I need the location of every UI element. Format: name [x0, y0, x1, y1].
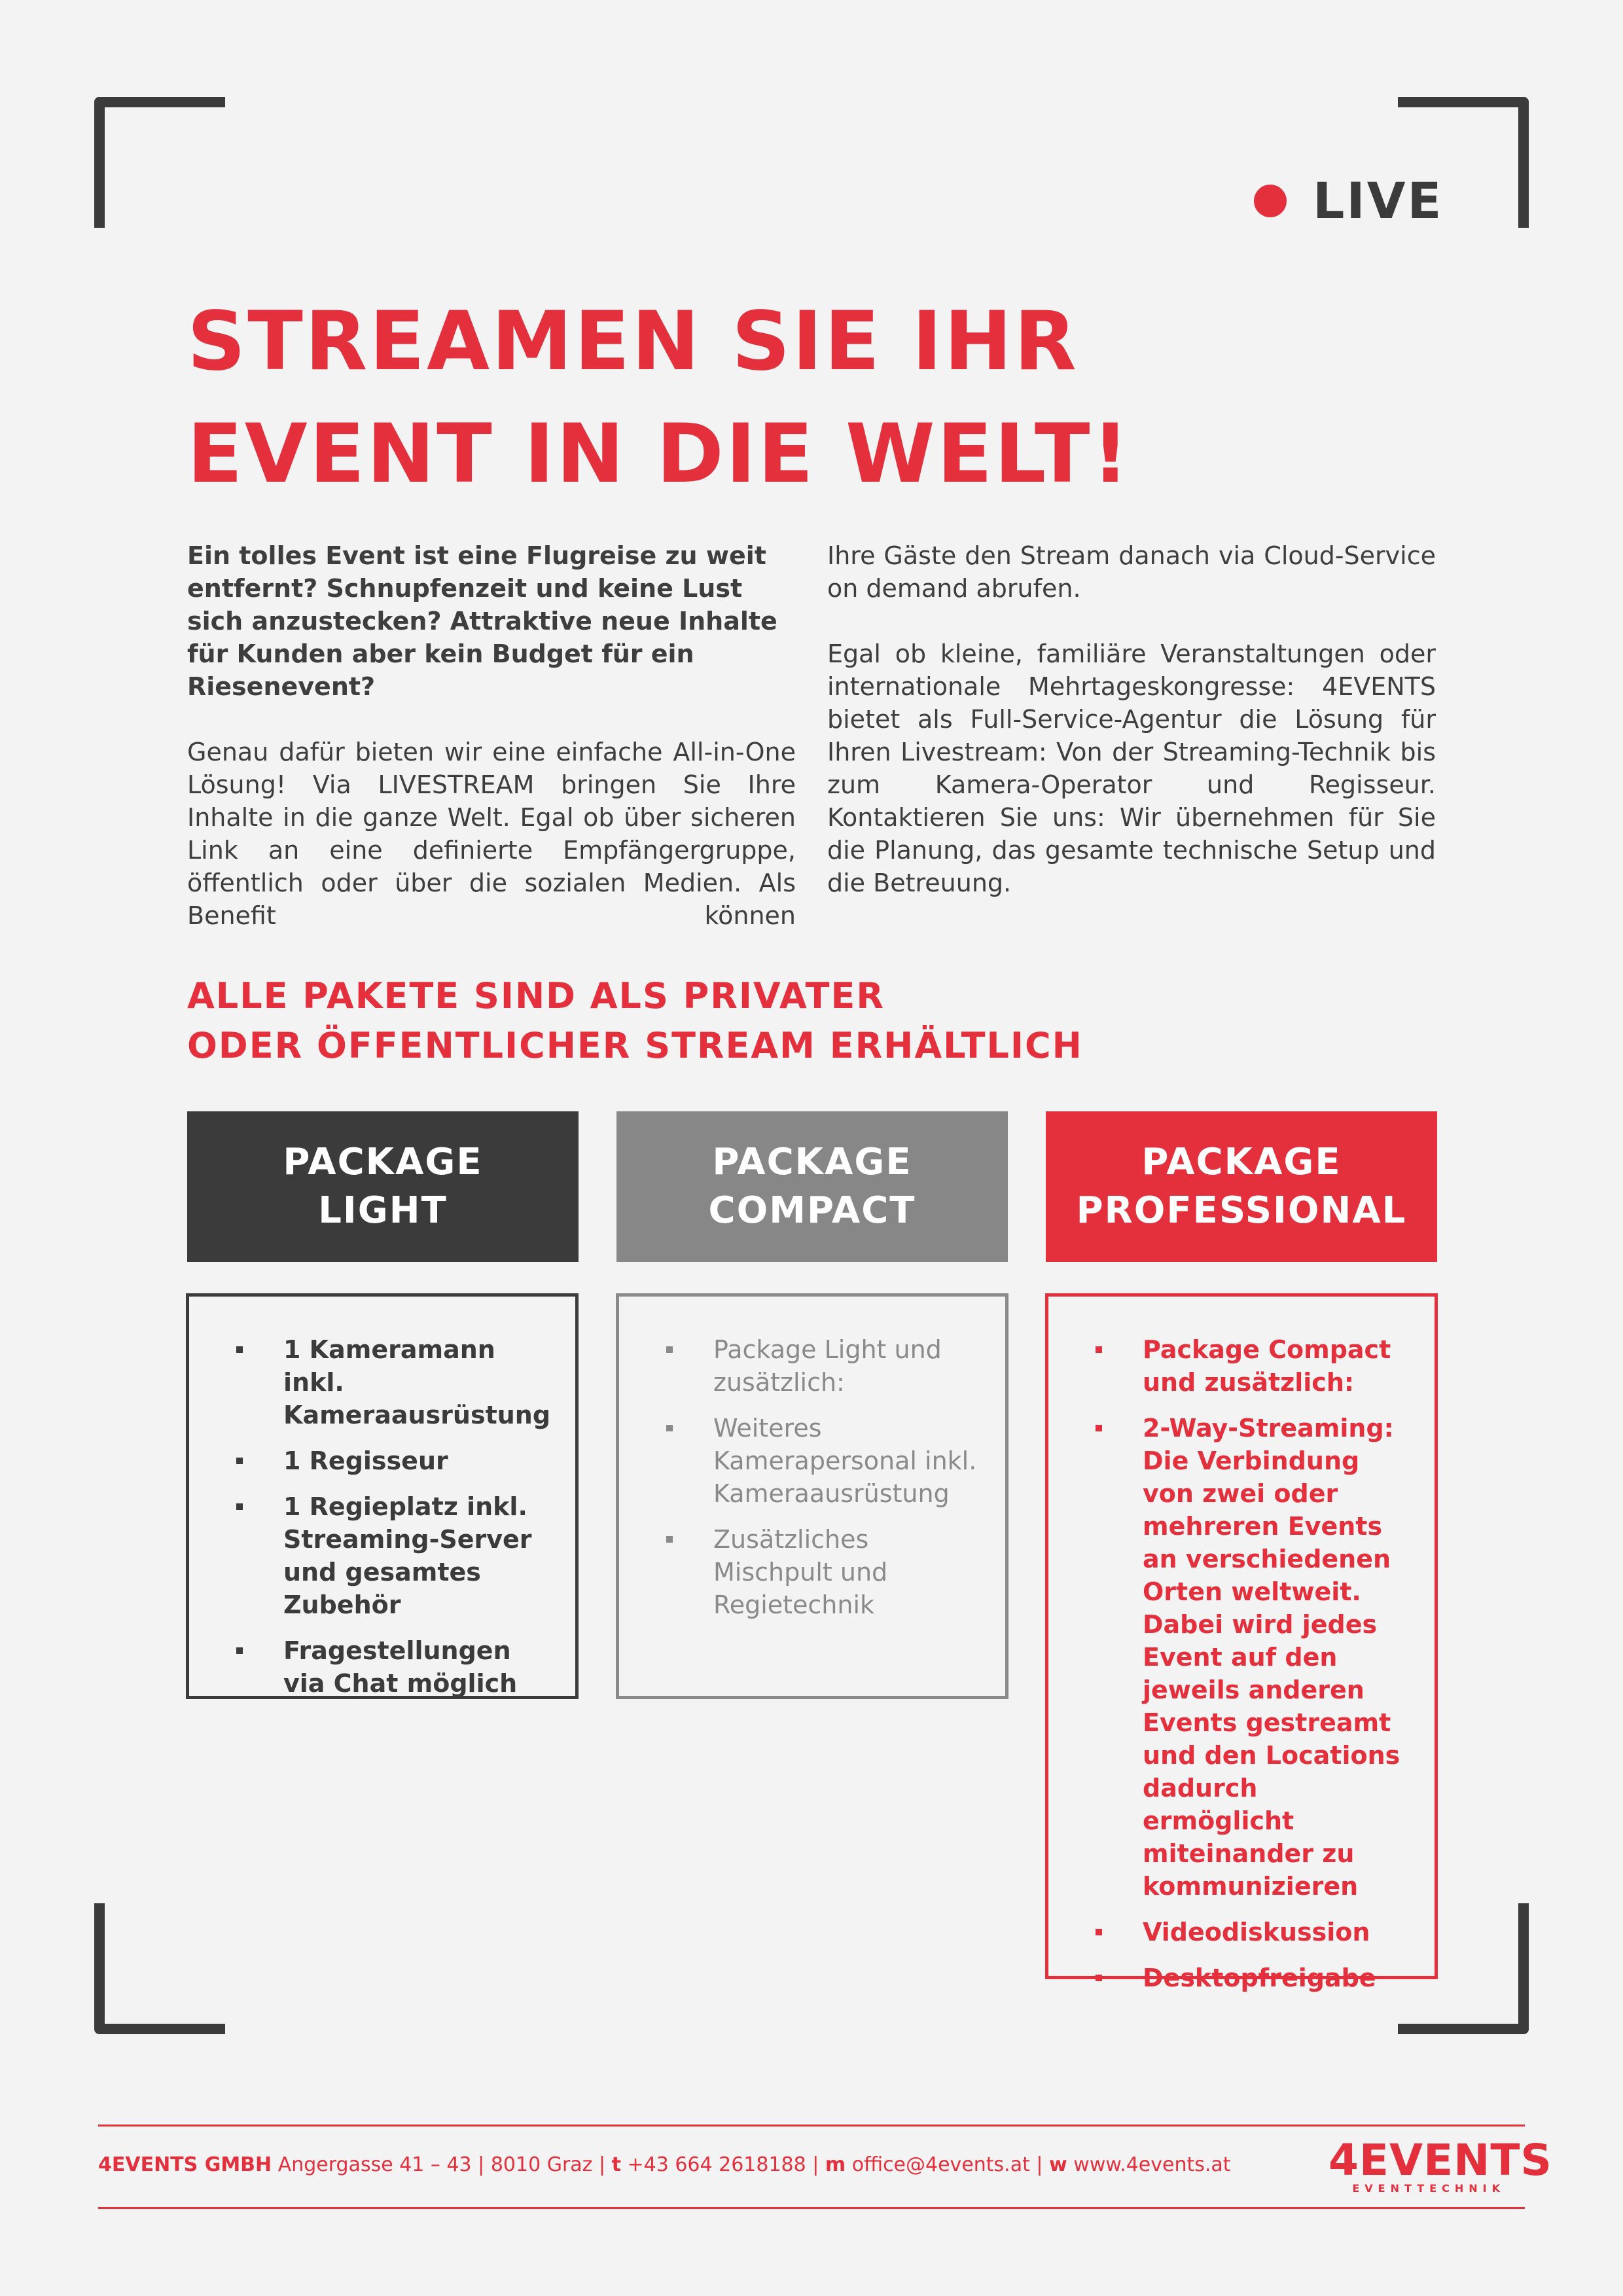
list-item: Package Light und zusätzlich:: [666, 1333, 979, 1399]
package-professional-title-1: PACKAGE: [1141, 1141, 1342, 1183]
footer-company: 4EVENTS GMBH: [98, 2153, 272, 2176]
subtitle-line-1: ALLE PAKETE SIND ALS PRIVATER: [187, 975, 885, 1016]
body-paragraph-right-1: Ihre Gäste den Stream danach via Cloud-Service on demand abrufen.: [827, 541, 1436, 603]
list-item: 1 Regisseur: [236, 1444, 549, 1477]
package-compact-header: [616, 1111, 1008, 1262]
list-item: Weiteres Kamerapersonal inkl. Kameraausrüstung: [666, 1412, 979, 1510]
intro-paragraph: Ein tolles Event ist eine Flugreise zu weit entfernt? Schnupfenzeit und keine Lust sich anzustecken? Attraktive neue Inhalte für Kunden aber kein Budget für ein Riesenevent?: [187, 541, 777, 701]
packages-subtitle: [187, 971, 1083, 1071]
package-professional-box: [1045, 1293, 1438, 1992]
title-line-1: STREAMEN SIE IHR: [187, 295, 1079, 389]
package-professional-list: [1096, 1333, 1408, 1994]
body-paragraph-left: Genau dafür bieten wir eine einfache All-in-One Lösung! Via LIVESTREAM bringen Sie Ihre Inhalte in die ganze Welt. Egal ob über sicheren Link an eine definierte Empfängergruppe, öffentlich oder über die sozialen Medien. Als Benefit können: [187, 738, 796, 930]
list-item: 2-Way-Streaming: Die Verbindung von zwei oder mehreren Events an verschiedenen Orten weltweit. Dabei wird jedes Event auf den jeweils anderen Events gestreamt und den Locations dadurch ermöglicht miteinander zu kommunizieren: [1096, 1412, 1408, 1903]
list-item: Package Compact und zusätzlich:: [1096, 1333, 1408, 1399]
package-light-box: [186, 1293, 579, 1699]
package-compact-title-2: COMPACT: [708, 1189, 916, 1232]
text-column-right: [827, 539, 1436, 932]
text-column-left: [187, 539, 796, 965]
subtitle-line-2: ODER ÖFFENTLICHER STREAM ERHÄLTLICH: [187, 1025, 1083, 1066]
package-professional-title-2: PROFESSIONAL: [1076, 1189, 1407, 1232]
page-title: [187, 285, 1131, 511]
footer-phone-label: t: [611, 2153, 621, 2176]
company-logo: [1329, 2135, 1552, 2195]
live-indicator: [1254, 171, 1443, 230]
list-item: Videodiskussion: [1096, 1916, 1408, 1948]
footer-email[interactable]: office@4events.at |: [846, 2153, 1050, 2176]
list-item: Zusätzliches Mischpult und Regietechnik: [666, 1523, 979, 1621]
package-compact-box: [616, 1293, 1008, 1699]
record-dot-icon: [1254, 185, 1287, 217]
footer-email-label: m: [825, 2153, 846, 2176]
frame-corner-bottom-left: [94, 1903, 225, 2034]
title-line-2: EVENT IN DIE WELT!: [187, 407, 1132, 501]
footer-address: Angergasse 41 – 43 | 8010 Graz |: [272, 2153, 612, 2176]
footer-phone[interactable]: +43 664 2618188 |: [620, 2153, 825, 2176]
list-item: Desktopfreigabe: [1096, 1962, 1408, 1994]
package-light-list: [236, 1333, 549, 1700]
footer-divider-top: [98, 2125, 1525, 2126]
footer-website[interactable]: www.4events.at: [1067, 2153, 1231, 2176]
package-light-title-1: PACKAGE: [283, 1141, 483, 1183]
body-paragraph-right-2: Egal ob kleine, familiäre Veranstaltungen oder internationale Mehrtageskongresse: 4EVENTS bietet als Full-Service-Agentur die Lösung für Ihren Livestream: Von der Streaming-Technik bis zum Kamera-Operator und Regisseur. Kontaktieren Sie uns: Wir übernehmen für Sie die Planung, das gesamte technische Setup und die Betreuung.: [827, 639, 1436, 897]
footer-web-label: w: [1049, 2153, 1067, 2176]
package-light-title-2: LIGHT: [318, 1189, 448, 1232]
package-compact-list: [666, 1333, 979, 1621]
package-compact-title-1: PACKAGE: [712, 1141, 912, 1183]
package-light-header: [187, 1111, 579, 1262]
list-item: Fragestellungen via Chat möglich: [236, 1634, 549, 1700]
frame-corner-top-left: [94, 97, 225, 228]
logo-tagline: EVENTTECHNIK: [1352, 2182, 1505, 2195]
logo-wordmark: 4EVENTS: [1329, 2135, 1552, 2185]
footer-contact: [98, 2152, 1231, 2178]
footer-divider-bottom: [98, 2207, 1525, 2209]
list-item: 1 Regieplatz inkl. Streaming-Server und gesamtes Zubehör: [236, 1490, 549, 1621]
live-label: LIVE: [1313, 171, 1444, 230]
package-professional-header: [1046, 1111, 1437, 1262]
list-item: 1 Kameramann inkl. Kameraausrüstung: [236, 1333, 549, 1431]
